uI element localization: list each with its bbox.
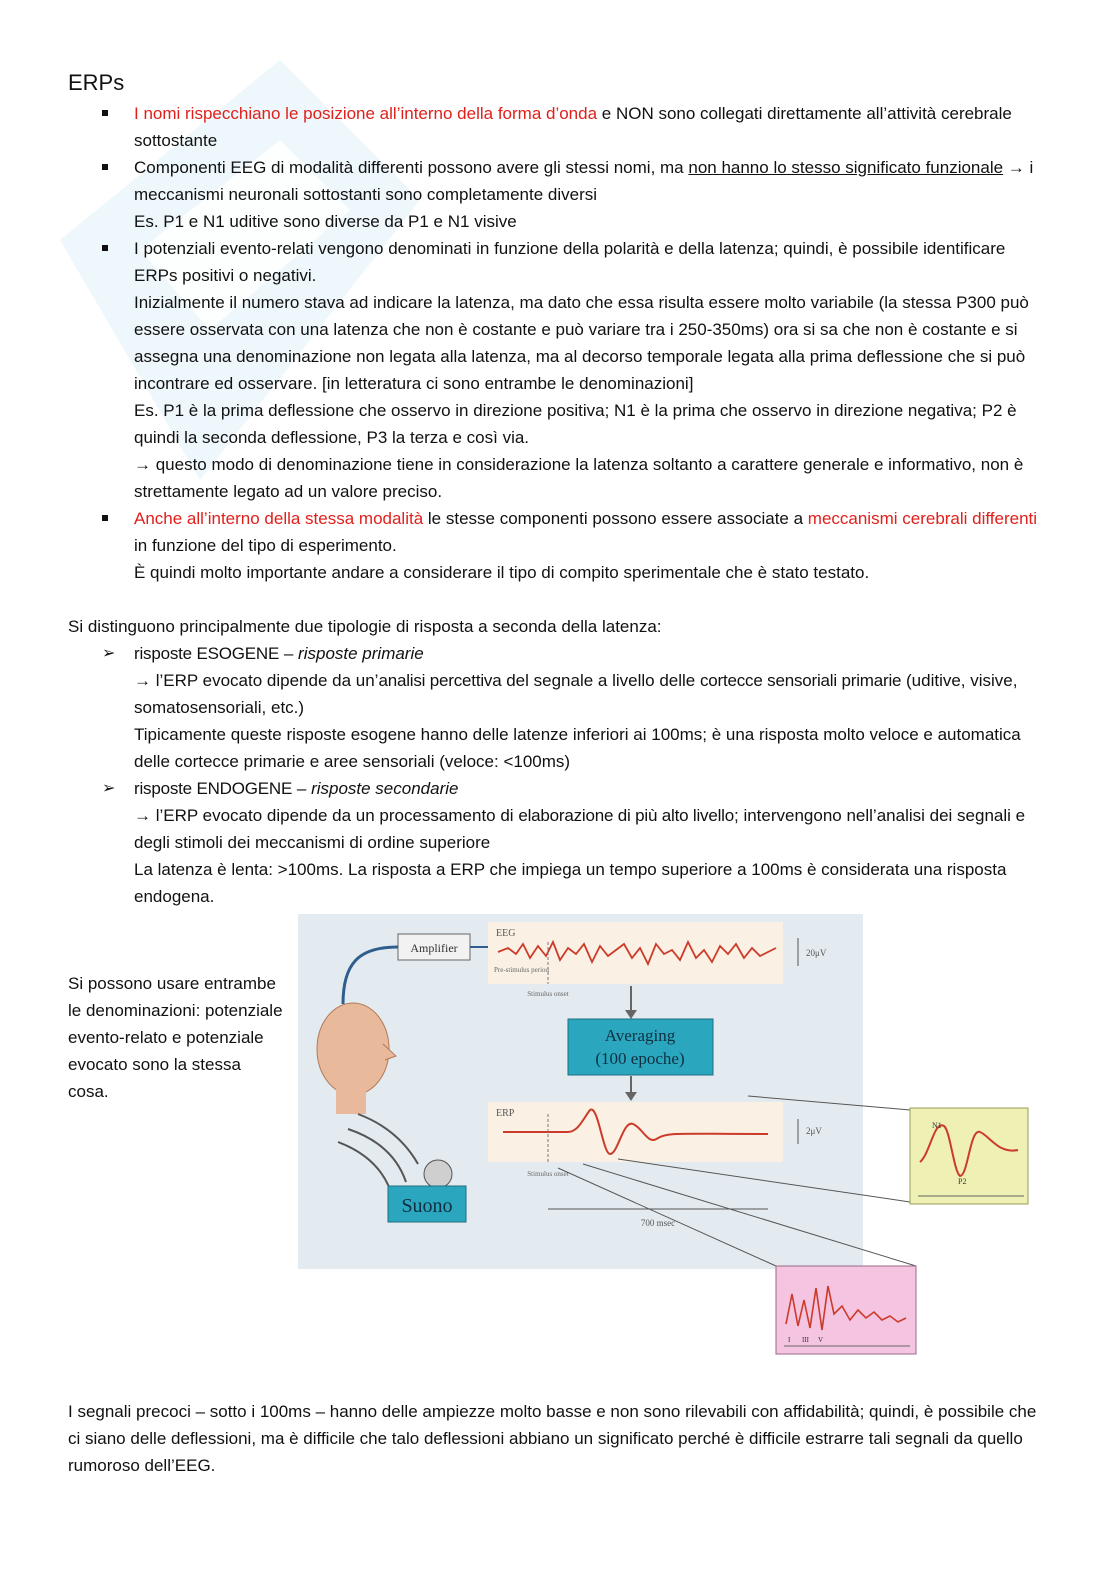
bullet-item xyxy=(68,235,1048,505)
bullet-item xyxy=(68,154,1048,235)
bullet-text: e NON sono collegati direttamente all’attività cerebrale sottostante xyxy=(134,104,1012,150)
arrow-bullet-icon: ➢ xyxy=(102,645,116,662)
dash: – xyxy=(292,779,312,798)
wave-iii-label: III xyxy=(802,1336,809,1344)
example-text: Es. P1 e N1 uditive sono diverse da P1 e N1 visive xyxy=(134,212,517,231)
bullet-text: Inizialmente il numero stava ad indicare la latenza, ma dato che essa risulta essere molto variabile (la stessa P300 può essere osservata con una latenza che non è costante e può variare tra i 250-350ms) ora si sa che non è costante e si assegna una denominazione non legata alla latenza, ma al decorso temporale legata alla prima deflessione che si può incontrare ed osservare. [in letteratura ci sono entrambe le denominazioni] xyxy=(134,293,1029,393)
amplifier-label: Amplifier xyxy=(410,941,458,955)
response-text xyxy=(134,802,1048,856)
response-subtitle: risposte primarie xyxy=(298,644,424,663)
red-text: Anche all’interno della stessa modalità xyxy=(134,509,424,528)
neck-shape xyxy=(336,1089,366,1114)
sound-label: Suono xyxy=(401,1195,453,1217)
bullet-text: le stesse componenti possono essere associate a xyxy=(423,509,808,528)
response-subtitle: risposte secondarie xyxy=(311,779,459,798)
closing-paragraph: I segnali precoci – sotto i 100ms – hanno delle ampiezze molto basse e non sono rilevabili con affidabilità; quindi, è possibile che ci siano delle deflessioni, ma è difficile che talo deflessioni abbiano un significato perché è difficile estrarre tali segnali da quello rumoroso dell’EEG. xyxy=(68,1402,1037,1475)
p2-label: P2 xyxy=(958,1177,967,1186)
wave-i-label: I xyxy=(788,1336,791,1344)
bullet-text: in funzione del tipo di esperimento. xyxy=(134,536,397,555)
document-page xyxy=(68,68,1048,1479)
averaging-epochs: (100 epoche) xyxy=(595,1049,685,1068)
erp-scale: 2μV xyxy=(806,1126,822,1136)
response-text xyxy=(134,667,1048,721)
prestim-label: Pre-stimulus period xyxy=(494,966,550,974)
text-run: → l’ERP evocato dipende da un processamento di xyxy=(134,806,519,825)
speaker-icon xyxy=(424,1160,452,1188)
side-note: Si possono usare entrambe le denominazioni: potenziale evento-relato e potenziale evocato sono la stessa cosa. xyxy=(68,974,283,1101)
time-label: 700 msec xyxy=(640,1218,676,1228)
bullet-text: Componenti EEG di modalità differenti possono avere gli stessi nomi, ma xyxy=(134,158,689,177)
bullet-text: → i meccanismi neuronali sottostanti sono completamente diversi xyxy=(134,158,1034,204)
response-list xyxy=(68,640,1048,910)
response-endogenous xyxy=(68,775,1048,910)
arrow-bullet-icon: ➢ xyxy=(102,780,116,797)
response-exogenous xyxy=(68,640,1048,775)
bullet-text: → questo modo di denominazione tiene in considerazione la latenza soltanto a carattere generale e informativo, non è strettamente legato ad un valore preciso. xyxy=(134,455,1024,501)
highlight-text: cortecce sensoriali primarie xyxy=(699,671,902,690)
erp-bullet-list xyxy=(68,100,1048,586)
eeg-label: EEG xyxy=(496,928,516,939)
highlight-text: elaborazione di più alto livello xyxy=(518,806,734,825)
head-icon xyxy=(317,1003,389,1095)
eeg-scale: 20μV xyxy=(806,948,827,958)
text-run: del segnale a livello delle xyxy=(501,671,700,690)
erp-label: ERP xyxy=(496,1108,515,1119)
red-text: I nomi rispecchiano le posizione all’interno della forma d’onda xyxy=(134,104,598,123)
highlight-text: analisi percettiva xyxy=(378,671,502,690)
wave-v-label: V xyxy=(818,1336,824,1344)
stimulus-onset-label: Stimulus onset xyxy=(527,990,569,998)
text-run: (uditive, visive, somatosensoriali, etc.) xyxy=(134,671,1018,717)
bullet-item xyxy=(68,100,1048,154)
erp-diagram xyxy=(298,914,1048,1364)
bullet-text: È quindi molto importante andare a considerare il tipo di compito sperimentale che è stato testato. xyxy=(134,563,870,582)
response-text: Tipicamente queste risposte esogene hanno delle latenze inferiori ai 100ms; è una risposta molto veloce e automatica delle cortecce primarie e aree sensoriali (veloce: <100ms) xyxy=(134,725,1021,771)
intro-paragraph: Si distinguono principalmente due tipologie di risposta a seconda della latenza: xyxy=(68,617,662,636)
bullet-item xyxy=(68,505,1048,586)
averaging-label: Averaging xyxy=(604,1026,676,1045)
figure-area xyxy=(68,914,1048,1394)
dash: – xyxy=(279,644,299,663)
bullet-text: I potenziali evento-relati vengono denominati in funzione della polarità e della latenza; quindi, è possibile identificare ERPs positivi o negativi. xyxy=(134,239,1006,285)
text-run: ; intervengono nell’analisi dei segnali e degli stimoli dei meccanismi di ordine superiore xyxy=(134,806,1026,852)
page-title: ERPs xyxy=(68,70,125,95)
response-label: risposte ESOGENE xyxy=(134,644,280,663)
bullet-text: Es. P1 è la prima deflessione che osservo in direzione positiva; N1 è la prima che osservo in direzione negativa; P2 è quindi la seconda deflessione, P3 la terza e così via. xyxy=(134,401,1017,447)
red-text: meccanismi cerebrali differenti xyxy=(807,509,1038,528)
stimulus-onset-label: Stimulus onset xyxy=(527,1170,569,1178)
response-label: risposte ENDOGENE xyxy=(134,779,293,798)
n1-label: N1 xyxy=(932,1121,942,1130)
inset-panel-2 xyxy=(776,1266,916,1354)
text-run: → l’ERP evocato dipende da un’ xyxy=(134,671,379,690)
underlined-text: non hanno lo stesso significato funzionale xyxy=(688,158,1004,177)
response-text: La latenza è lenta: >100ms. La risposta a ERP che impiega un tempo superiore a 100ms è considerata una risposta endogena. xyxy=(134,860,1007,906)
